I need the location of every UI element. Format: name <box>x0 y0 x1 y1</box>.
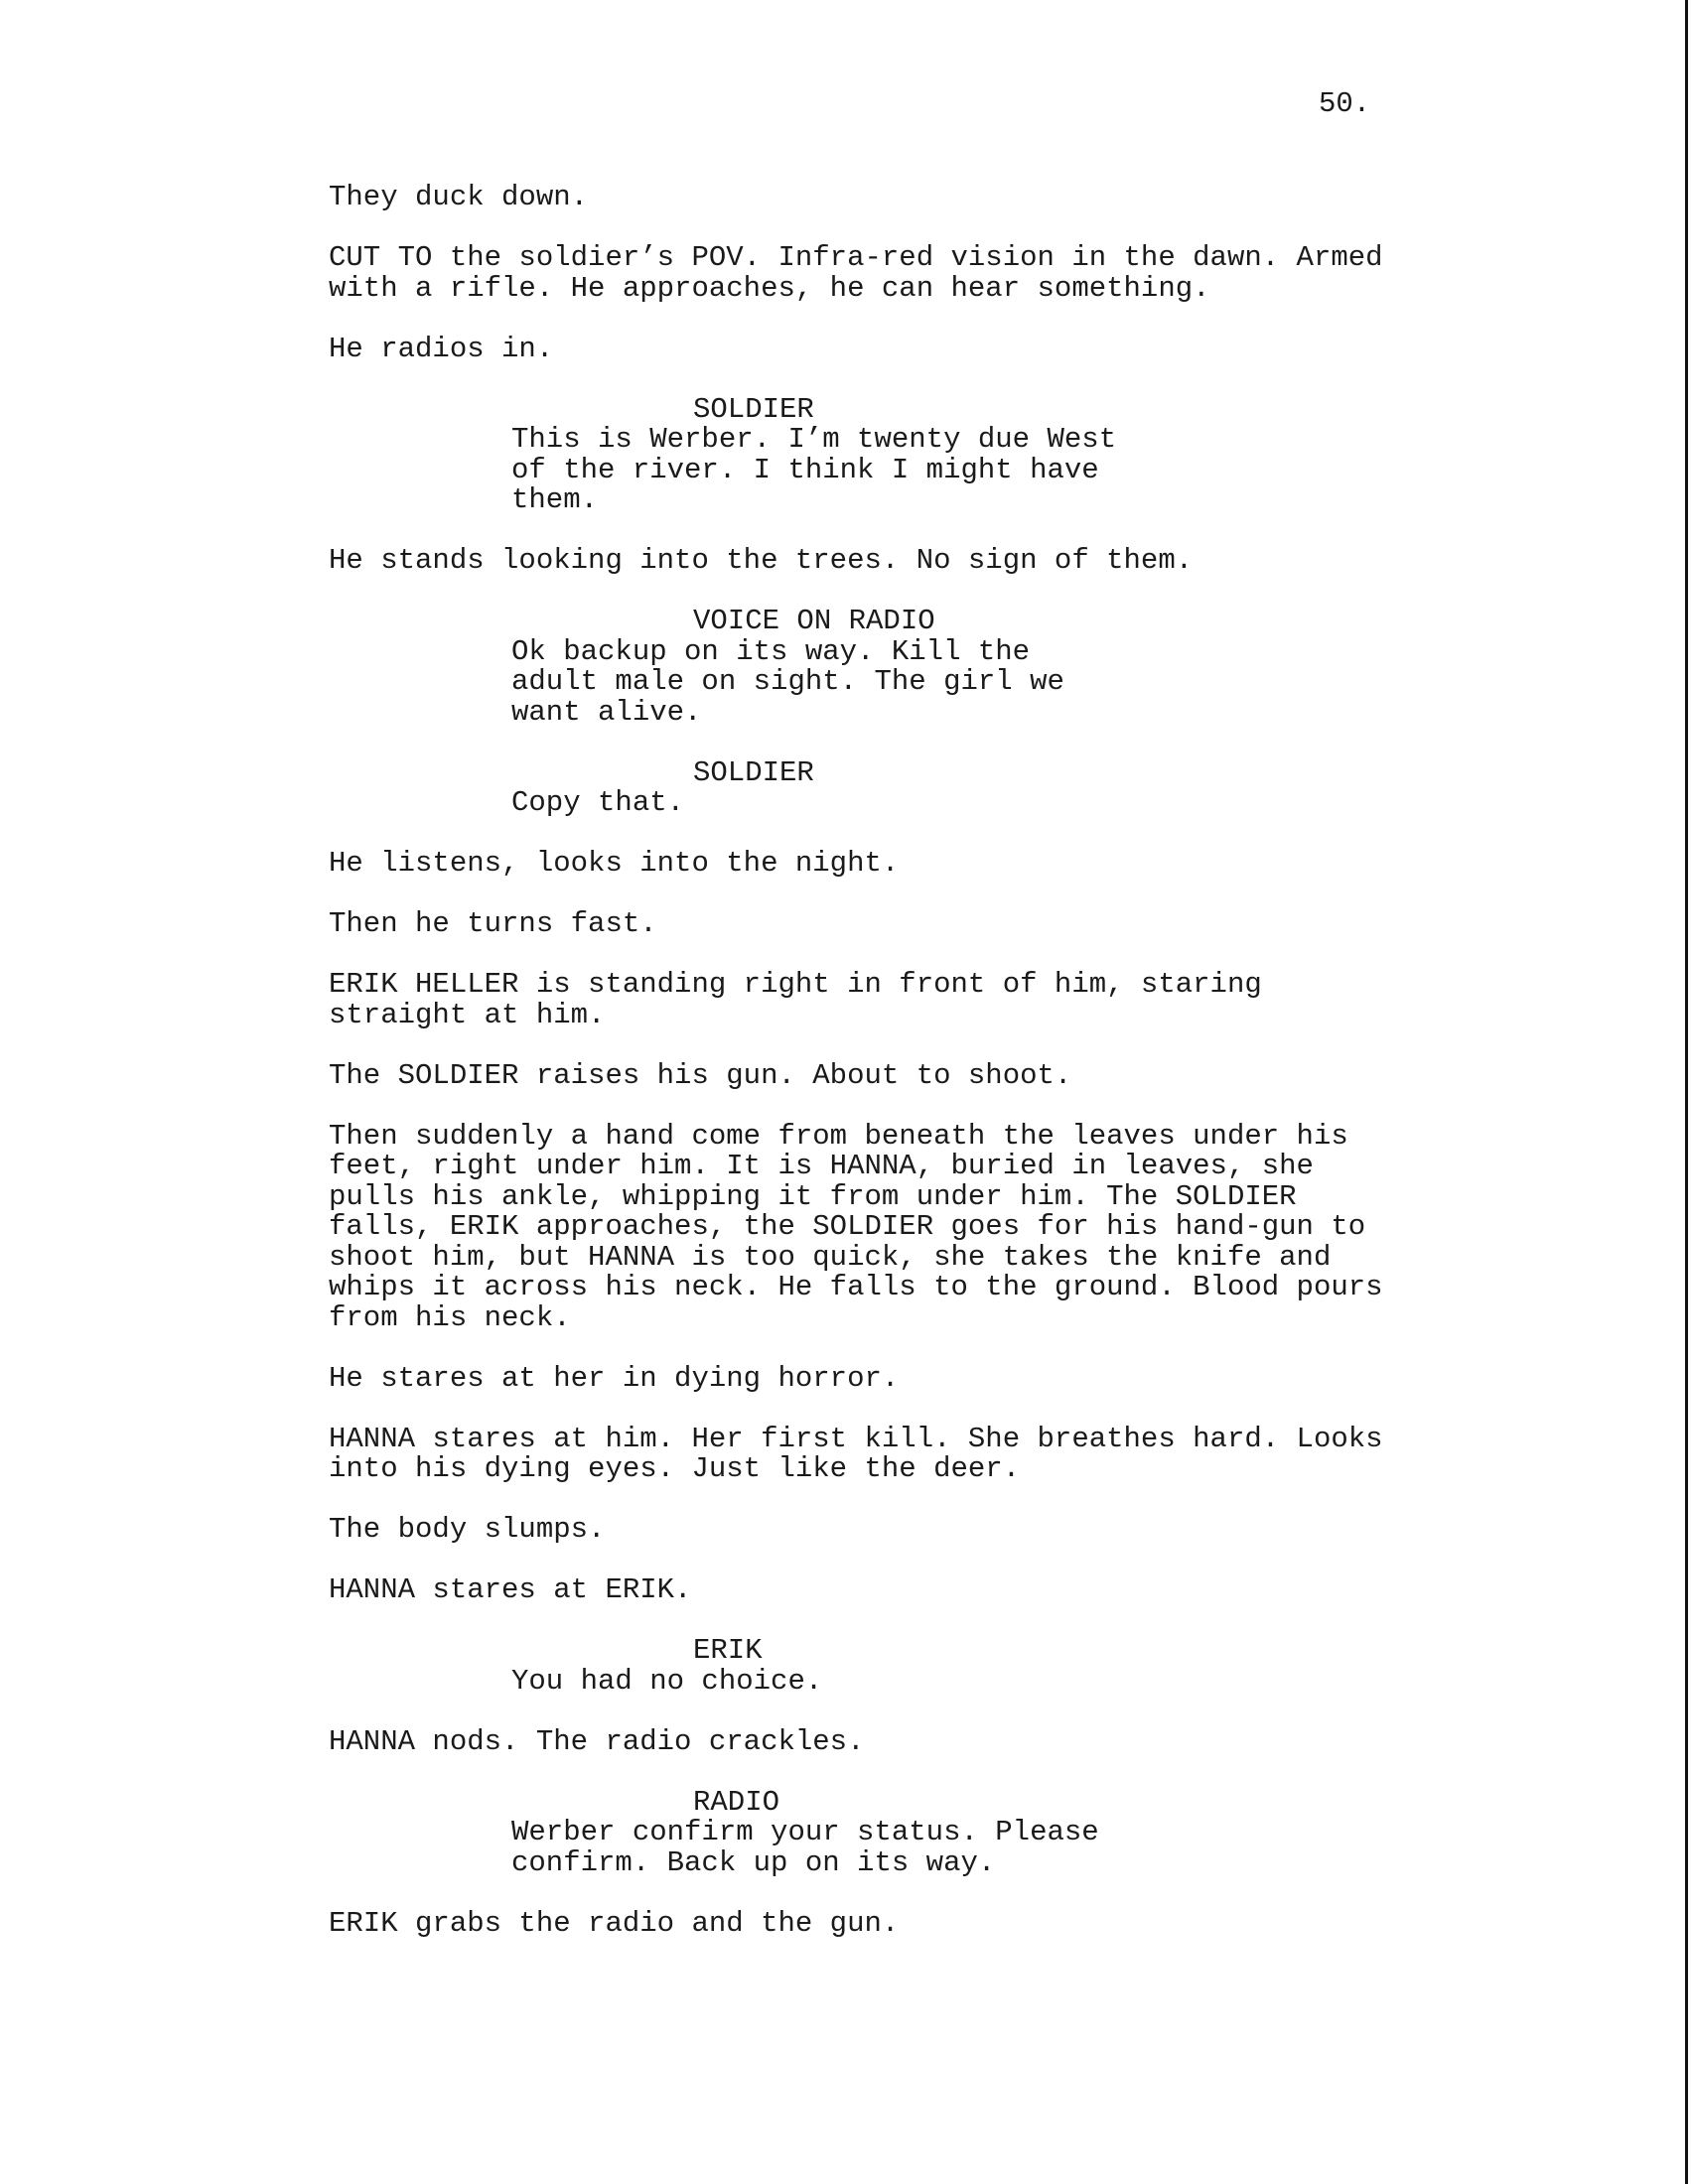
dialogue-text: You had no choice. <box>511 1664 823 1698</box>
dialogue-text: Ok backup on its way. Kill the adult male on sight. The girl we want alive. <box>511 634 1064 729</box>
action-line: He radios in. <box>329 332 554 365</box>
action-line: The body slumps. <box>329 1513 606 1546</box>
script-body <box>329 183 1441 1970</box>
action-line: CUT TO the soldier’s POV. Infra-red vision in the dawn. Armed with a rifle. He approaches, he can hear something. <box>329 241 1383 305</box>
action-line: HANNA stares at ERIK. <box>329 1573 692 1606</box>
action-line: He stands looking into the trees. No sign of them. <box>329 544 1194 577</box>
dialogue-text: Werber confirm your status. Please confirm. Back up on its way. <box>511 1816 1099 1879</box>
action-line: HANNA nods. The radio crackles. <box>329 1724 865 1758</box>
action-line: ERIK grabs the radio and the gun. <box>329 1906 900 1940</box>
dialogue-text: Copy that. <box>511 786 685 819</box>
character-name: VOICE ON RADIO <box>693 605 935 637</box>
page-edge-line <box>1685 0 1688 2184</box>
action-line: Then he turns fast. <box>329 907 657 940</box>
action-line: HANNA stares at him. Her first kill. She breathes hard. Looks into his dying eyes. Just like the deer. <box>329 1422 1383 1485</box>
action-line: They duck down. <box>329 181 589 213</box>
page-number: 50. <box>1319 87 1371 120</box>
dialogue-text: This is Werber. I’m twenty due West of the river. I think I might have them. <box>511 423 1117 516</box>
character-name: SOLDIER <box>693 392 814 426</box>
action-line: ERIK HELLER is standing right in front of him, staring straight at him. <box>329 968 1262 1031</box>
action-line: He stares at her in dying horror. <box>329 1361 900 1395</box>
character-name: ERIK <box>693 1634 763 1667</box>
character-name: SOLDIER <box>693 755 814 789</box>
action-line: The SOLDIER raises his gun. About to shoot. <box>329 1058 1072 1092</box>
character-name: RADIO <box>693 1785 780 1819</box>
action-line: He listens, looks into the night. <box>329 847 900 880</box>
action-line: Then suddenly a hand come from beneath the leaves under his feet, right under him. It is HANNA, buried in leaves, she pulls his ankle, whipping it from under him. The SOLDIER falls, ERIK approaches, the SOLDIER goes for his hand-gun to shoot him, but HANNA is too quick, she takes the knife and whips it across his neck. He falls to the ground. Blood pours from his neck. <box>329 1119 1383 1334</box>
